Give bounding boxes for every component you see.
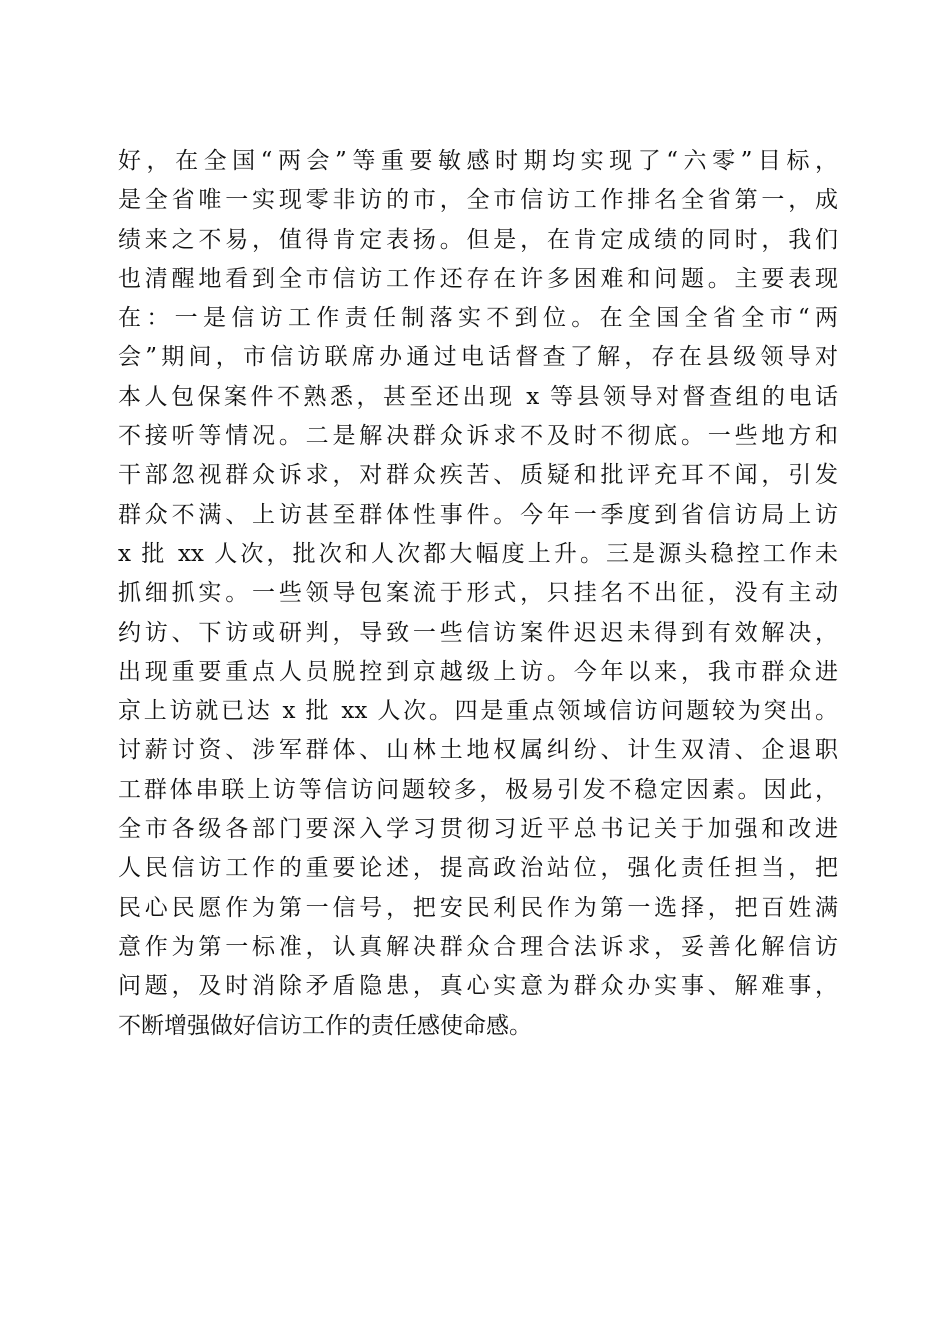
text-line: 意作为第一标准，认真解决群众合理合法诉求，妥善化解信访 <box>118 933 838 960</box>
text-line: 在：一是信访工作责任制落实不到位。在全国全省全市“两 <box>118 305 838 332</box>
text-line: 绩来之不易，值得肯定表扬。但是，在肯定成绩的同时，我们 <box>118 226 838 253</box>
body-paragraph <box>118 142 838 1046</box>
text-line: 京上访就已达 x 批 xx 人次。四是重点领域信访问题较为突出。 <box>118 698 838 725</box>
text-line: 讨薪讨资、涉军群体、山林土地权属纠纷、计生双清、企退职 <box>118 737 838 764</box>
text-line: 抓细抓实。一些领导包案流于形式，只挂名不出征，没有主动 <box>118 580 838 607</box>
text-line: 会”期间，市信访联席办通过电话督查了解，存在县级领导对 <box>118 344 838 371</box>
text-line: x 批 xx 人次，批次和人次都大幅度上升。三是源头稳控工作未 <box>118 540 838 567</box>
text-line: 工群体串联上访等信访问题较多，极易引发不稳定因素。因此， <box>118 776 838 803</box>
text-line: 是全省唯一实现零非访的市，全市信访工作排名全省第一，成 <box>118 187 838 214</box>
text-line: 群众不满、上访甚至群体性事件。今年一季度到省信访局上访 <box>118 501 838 528</box>
text-line: 人民信访工作的重要论述，提高政治站位，强化责任担当，把 <box>118 855 838 882</box>
text-line: 不接听等情况。二是解决群众诉求不及时不彻底。一些地方和 <box>118 423 838 450</box>
text-line: 问题，及时消除矛盾隐患，真心实意为群众办实事、解难事， <box>118 973 838 1000</box>
text-line: 干部忽视群众诉求，对群众疾苦、质疑和批评充耳不闻，引发 <box>118 462 838 489</box>
text-line: 全市各级各部门要深入学习贯彻习近平总书记关于加强和改进 <box>118 816 838 843</box>
text-line: 出现重要重点人员脱控到京越级上访。今年以来，我市群众进 <box>118 658 838 685</box>
text-line: 民心民愿作为第一信号，把安民利民作为第一选择，把百姓满 <box>118 894 838 921</box>
text-line: 好，在全国“两会”等重要敏感时期均实现了“六零”目标， <box>118 148 838 174</box>
text-line: 约访、下访或研判，导致一些信访案件迟迟未得到有效解决， <box>118 619 838 646</box>
text-line: 不断增强做好信访工作的责任感使命感。 <box>118 1012 532 1039</box>
text-line: 也清醒地看到全市信访工作还存在许多困难和问题。主要表现 <box>118 265 838 292</box>
text-line: 本人包保案件不熟悉，甚至还出现 x 等县领导对督查组的电话 <box>118 383 838 410</box>
